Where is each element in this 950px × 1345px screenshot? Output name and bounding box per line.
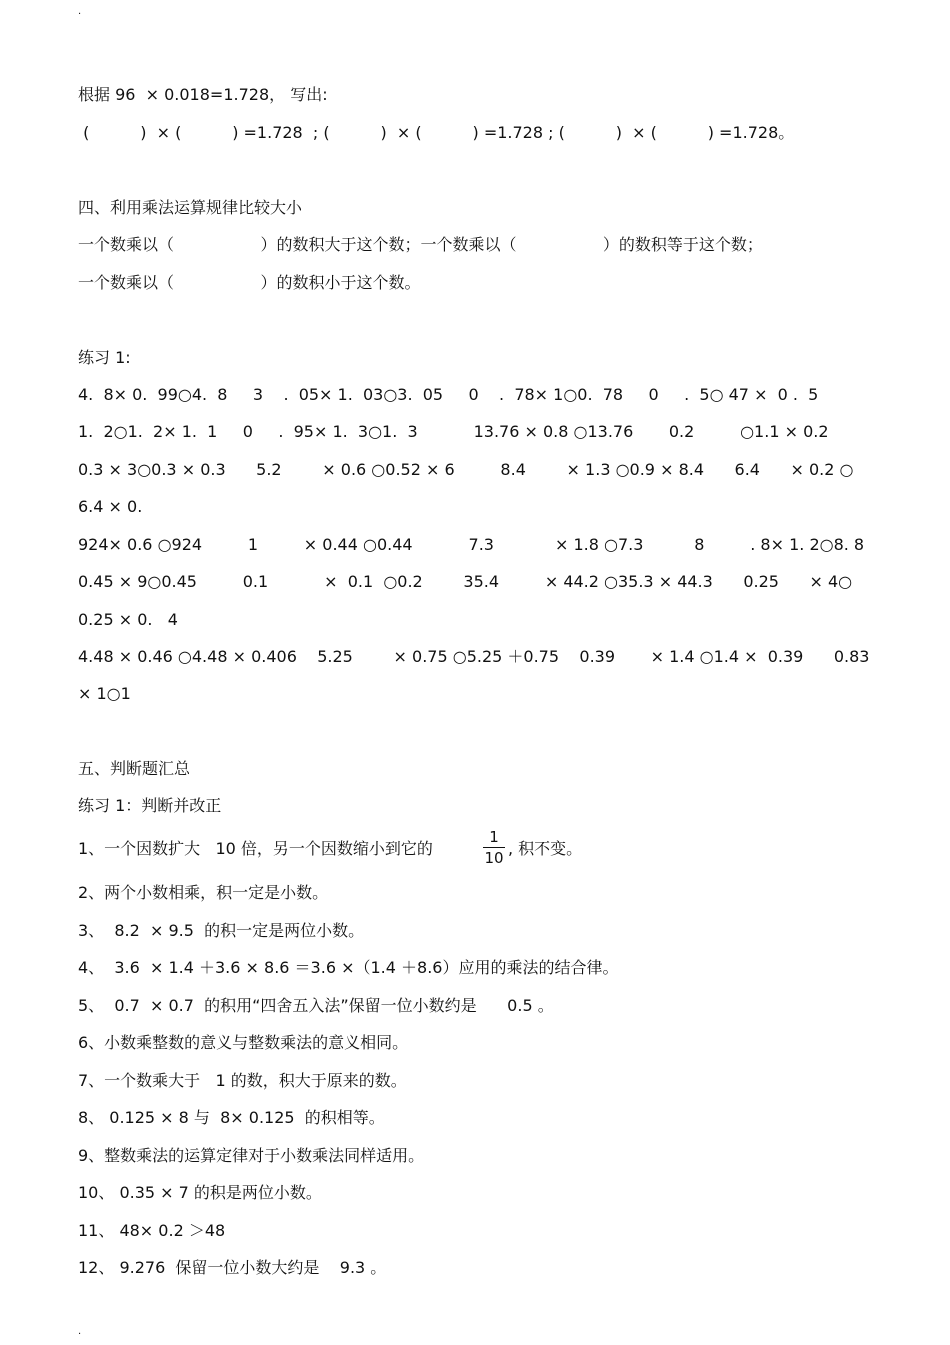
section-heading: 五、判断题汇总 xyxy=(78,759,191,778)
question-7: 7、一个数乘大于 1 的数，积大于原来的数。 xyxy=(78,1071,407,1090)
question-6: 6、小数乘整数的意义与整数乘法的意义相同。 xyxy=(78,1033,409,1052)
fraction-numerator: 1 xyxy=(489,828,499,846)
question-9: 9、整数乘法的运算定律对于小数乘法同样适用。 xyxy=(78,1146,425,1165)
exercise-label: 练习 1: xyxy=(78,348,131,367)
text-line: 4.48 × 0.46 ○4.48 × 0.406 5.25 × 0.75 ○5.25 ＋0.75 0.39 × 1.4 ○1.4 × 0.39 0.83 xyxy=(78,647,870,666)
footer-dot: · xyxy=(78,1329,82,1340)
text-line: 0.25 × 0. 4 xyxy=(78,610,178,629)
question-3: 3、 8.2 × 9.5 的积一定是两位小数。 xyxy=(78,921,365,940)
question-4: 4、 3.6 × 1.4 ＋3.6 × 8.6 ＝3.6 ×（1.4 ＋8.6）应用的乘法的结合律。 xyxy=(78,958,619,977)
question-5: 5、 0.7 × 0.7 的积用“四舍五入法”保留一位小数约是 0.5 。 xyxy=(78,996,554,1015)
text-line: 4. 8× 0. 99○4. 8 3 . 05× 1. 03○3. 05 0 . 78× 1○0. 78 0 . 5○ 47 × 0 . 5 xyxy=(78,385,819,404)
question-10: 10、 0.35 × 7 的积是两位小数。 xyxy=(78,1183,322,1202)
fraction-one-tenth xyxy=(483,828,505,867)
text-line: 924× 0.6 ○924 1 × 0.44 ○0.44 7.3 × 1.8 ○7.3 8 . 8× 1. 2○8. 8 xyxy=(78,535,865,554)
question-1: 1、一个因数扩大 10 倍，另一个因数缩小到它的 xyxy=(78,839,433,858)
question-2: 2、两个小数相乘，积一定是小数。 xyxy=(78,883,329,902)
text-line: 根据 96 × 0.018=1.728， 写出: xyxy=(78,85,328,104)
section-heading: 四、利用乘法运算规律比较大小 xyxy=(78,198,303,217)
header-dot: · xyxy=(78,9,82,20)
exercise-label: 练习 1：判断并改正 xyxy=(78,796,222,815)
text-line: 1. 2○1. 2× 1. 1 0 . 95× 1. 3○1. 3 13.76 × 0.8 ○13.76 0.2 ○1.1 × 0.2 xyxy=(78,422,829,441)
text-line: × 1○1 xyxy=(78,684,131,703)
question-12: 12、 9.276 保留一位小数大约是 9.3 。 xyxy=(78,1258,387,1277)
question-11: 11、 48× 0.2 ＞48 xyxy=(78,1221,226,1240)
question-8: 8、 0.125 × 8 与 8× 0.125 的积相等。 xyxy=(78,1108,385,1127)
text-line: 一个数乘以（ ）的数积大于这个数；一个数乘以（ ）的数积等于这个数； xyxy=(78,235,763,254)
text-line: 6.4 × 0. xyxy=(78,497,143,516)
fraction-bar xyxy=(483,847,505,848)
fraction-denominator: 10 xyxy=(484,849,504,867)
text-line: ( ) × ( ) =1.728 ; ( ) × ( ) =1.728 ; ( ) × ( ) =1.728。 xyxy=(78,123,795,142)
question-1-suffix: , 积不变。 xyxy=(508,839,583,858)
text-line: 0.3 × 3○0.3 × 0.3 5.2 × 0.6 ○0.52 × 6 8.4 × 1.3 ○0.9 × 8.4 6.4 × 0.2 ○ xyxy=(78,460,854,479)
text-line: 一个数乘以（ ）的数积小于这个数。 xyxy=(78,273,421,292)
text-line: 0.45 × 9○0.45 0.1 × 0.1 ○0.2 35.4 × 44.2 ○35.3 × 44.3 0.25 × 4○ xyxy=(78,572,853,591)
